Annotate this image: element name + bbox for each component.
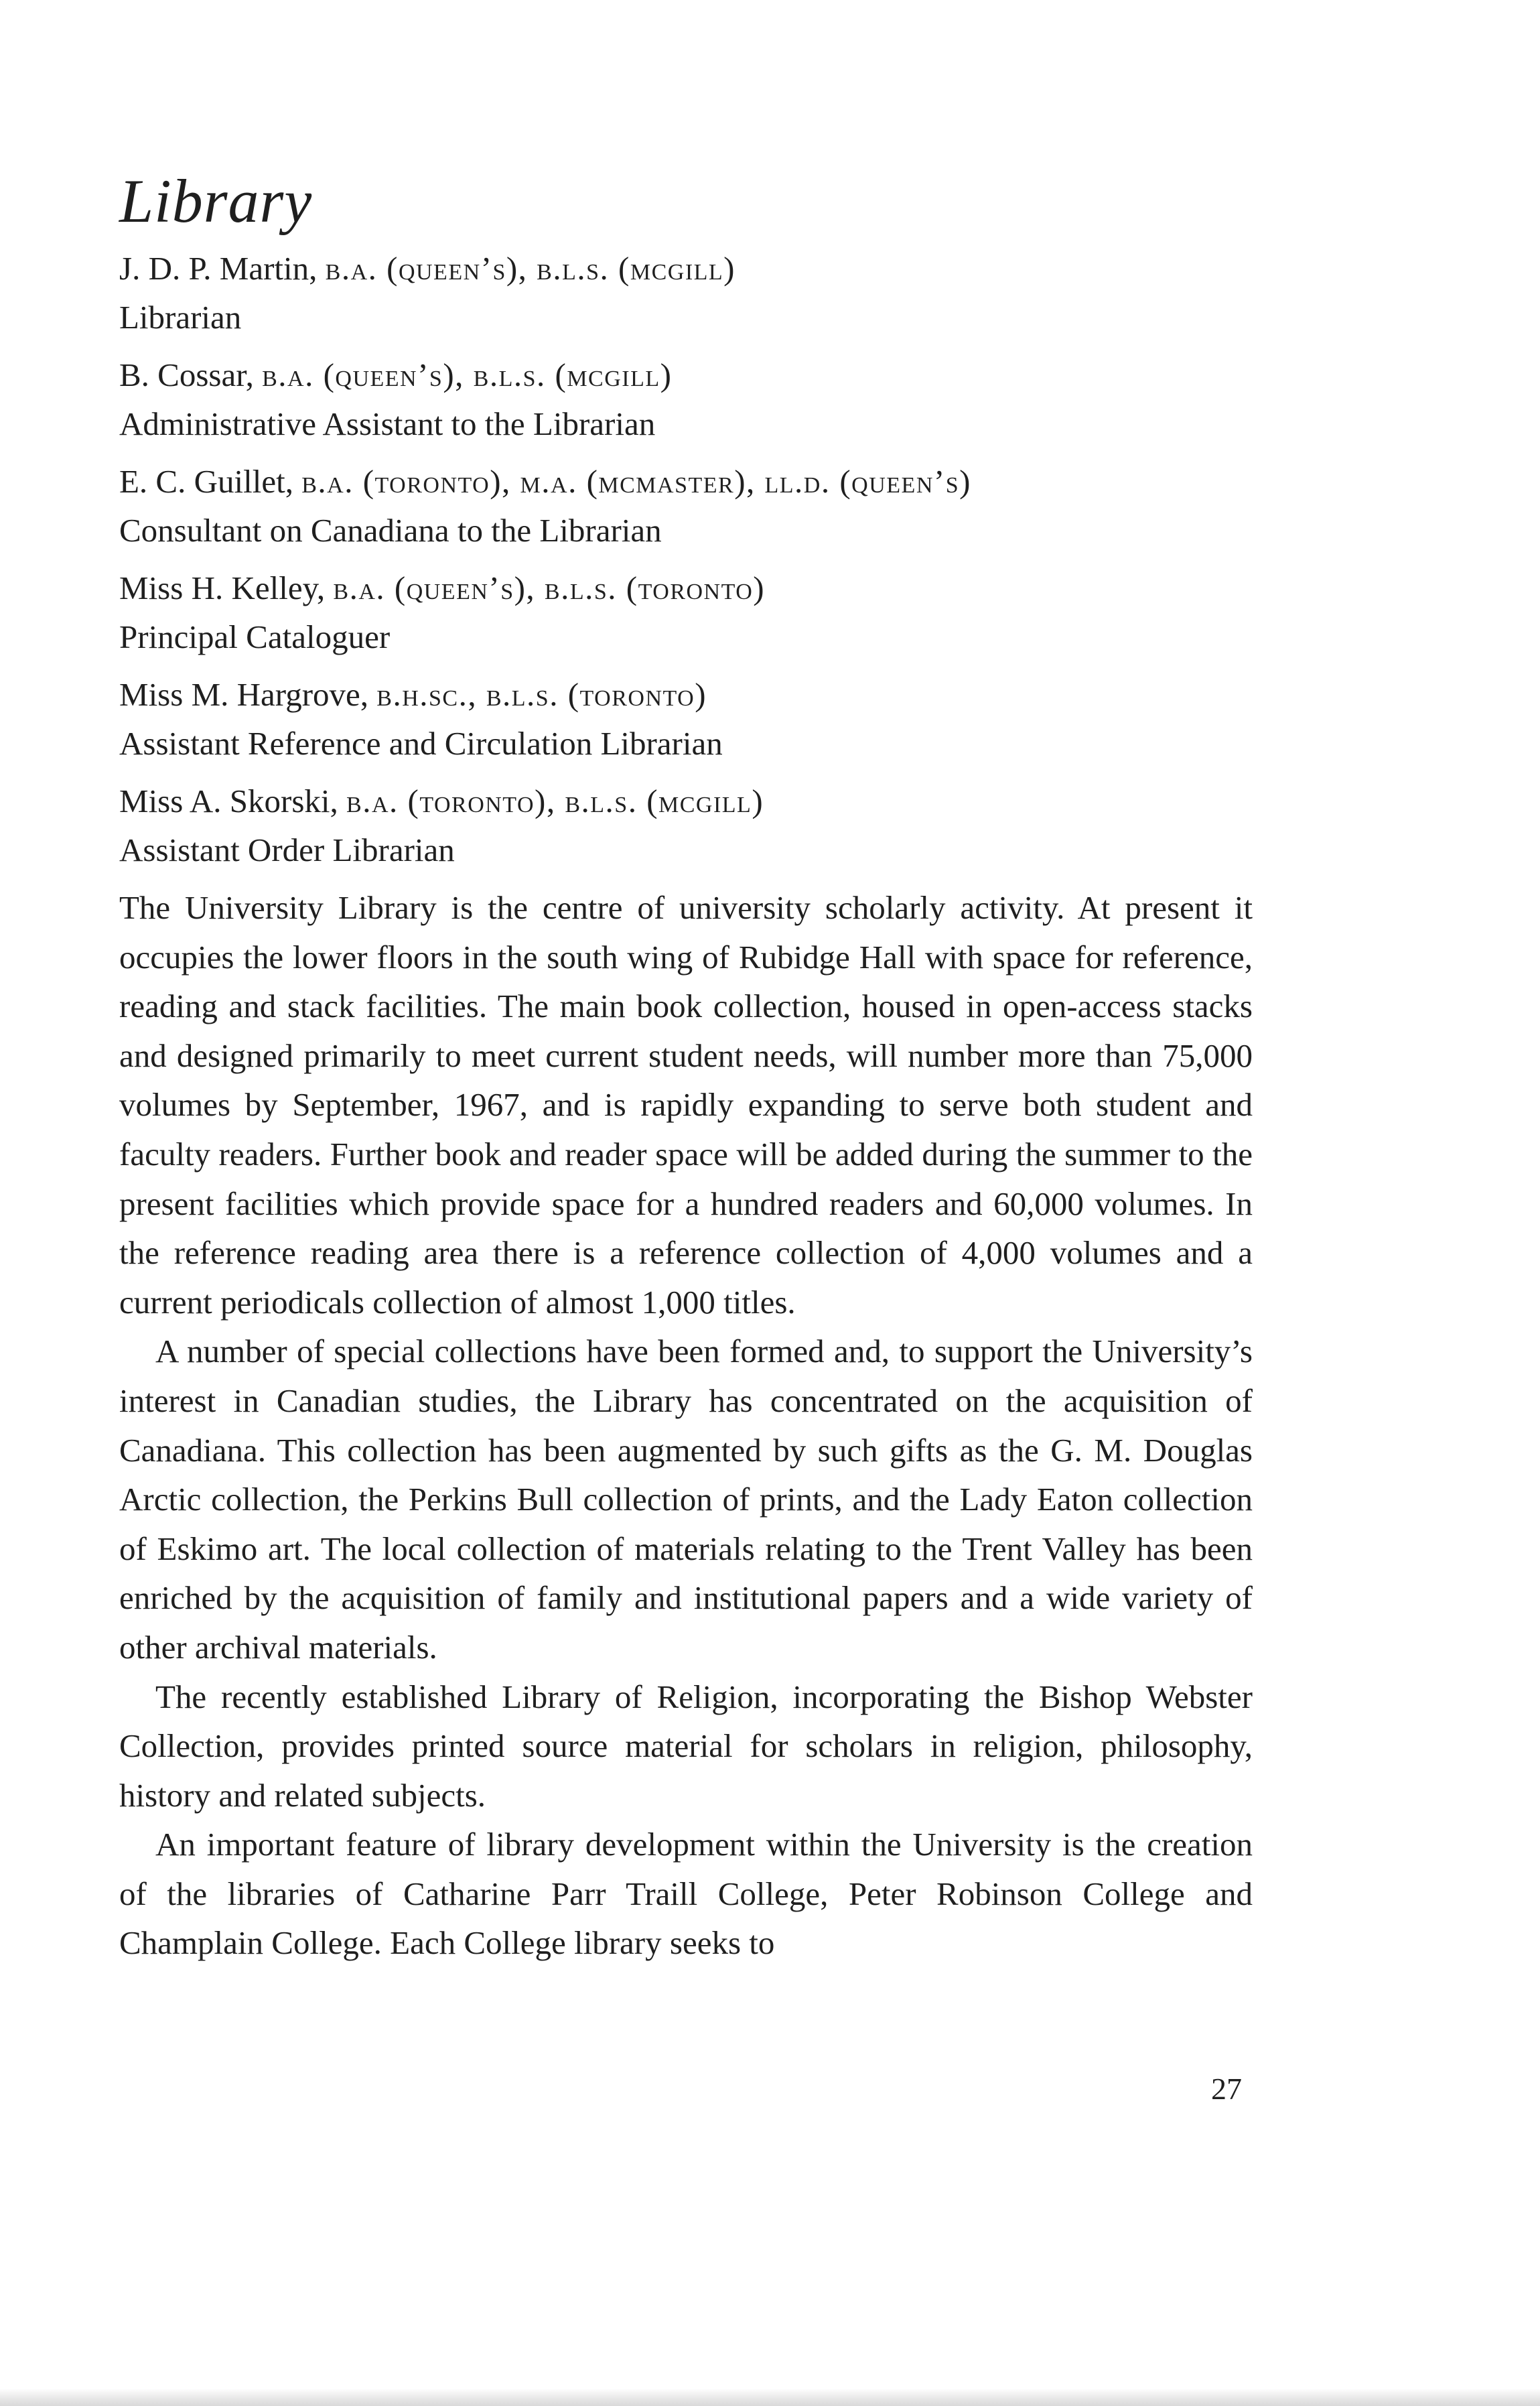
page-number: 27 xyxy=(1211,2072,1242,2106)
body-paragraph: A number of special collections have been formed and, to support the University’s interest in Canadian studies, the Library has concentrated on the acquisition of Canadiana. This collection has been augmented by such gifts as the G. M. Douglas Arctic collection, the Perkins Bull collection of prints, and the Lady Eaton collection of Eskimo art. The local collection of materials relating to the Trent Valley has been enriched by the acquisition of family and institutional papers and a wide variety of other archival materials. xyxy=(119,1333,1253,1666)
body-paragraph: The University Library is the centre of university scholarly activity. At present it occupies the lower floors in the south wing of Rubidge Hall with space for reference, reading and stack facilities. The main book collection, housed in open-access stacks and designed primarily to meet current student needs, will number more than 75,000 volumes by September, 1967, and is rapidly expanding to serve both student and faculty readers. Further book and reader space will be added during the summer to the present facilities which provide space for a hundred readers and 60,000 volumes. In the reference reading area there is a reference collection of 4,000 volumes and a current periodicals collection of almost 1,000 titles. xyxy=(119,889,1253,1321)
staff-degrees: b.a. (queen’s), b.l.s. (mcgill) xyxy=(325,250,736,287)
staff-name: Miss A. Skorski, xyxy=(119,783,347,819)
staff-degrees: b.a. (toronto), m.a. (mcmaster), ll.d. (queen’s) xyxy=(301,463,971,500)
page-edge-shadow xyxy=(0,2389,1540,2406)
staff-name-line xyxy=(119,777,1253,826)
body-paragraph: An important feature of library development within the University is the creation of the libraries of Catharine Parr Traill College, Peter Robinson College and Champlain College. Each College library seeks to xyxy=(119,1826,1253,1962)
staff-degrees: b.a. (queen’s), b.l.s. (toronto) xyxy=(333,570,766,606)
staff-title: Principal Cataloguer xyxy=(119,618,391,655)
body-paragraph: The recently established Library of Religion, incorporating the Bishop Webster Collection, provides printed source material for scholars in religion, philosophy, history and related subjects. xyxy=(119,1678,1253,1814)
staff-name-line xyxy=(119,350,1253,400)
staff-entry xyxy=(119,350,1253,448)
staff-name-line xyxy=(119,670,1253,720)
staff-entry xyxy=(119,457,1253,555)
staff-name: Miss H. Kelley, xyxy=(119,570,334,606)
staff-degrees: b.h.sc., b.l.s. (toronto) xyxy=(376,676,707,713)
staff-name-line xyxy=(119,457,1253,507)
staff-name: Miss M. Hargrove, xyxy=(119,676,377,713)
staff-list xyxy=(119,244,1253,874)
staff-title: Librarian xyxy=(119,299,242,336)
staff-title: Assistant Order Librarian xyxy=(119,831,455,868)
staff-title: Assistant Reference and Circulation Librarian xyxy=(119,725,723,762)
staff-degrees: b.a. (toronto), b.l.s. (mcgill) xyxy=(346,783,764,819)
staff-name: B. Cossar, xyxy=(119,356,263,393)
staff-title: Administrative Assistant to the Librarian xyxy=(119,405,656,442)
staff-entry xyxy=(119,244,1253,342)
staff-title: Consultant on Canadiana to the Librarian xyxy=(119,512,662,549)
staff-name-line xyxy=(119,244,1253,293)
section-title: Library xyxy=(119,167,313,235)
staff-name: J. D. P. Martin, xyxy=(119,250,326,287)
page-content xyxy=(119,168,1253,1968)
staff-name: E. C. Guillet, xyxy=(119,463,302,500)
staff-degrees: b.a. (queen’s), b.l.s. (mcgill) xyxy=(262,356,673,393)
staff-entry xyxy=(119,563,1253,661)
staff-entry xyxy=(119,670,1253,768)
staff-name-line xyxy=(119,563,1253,613)
staff-entry xyxy=(119,777,1253,874)
